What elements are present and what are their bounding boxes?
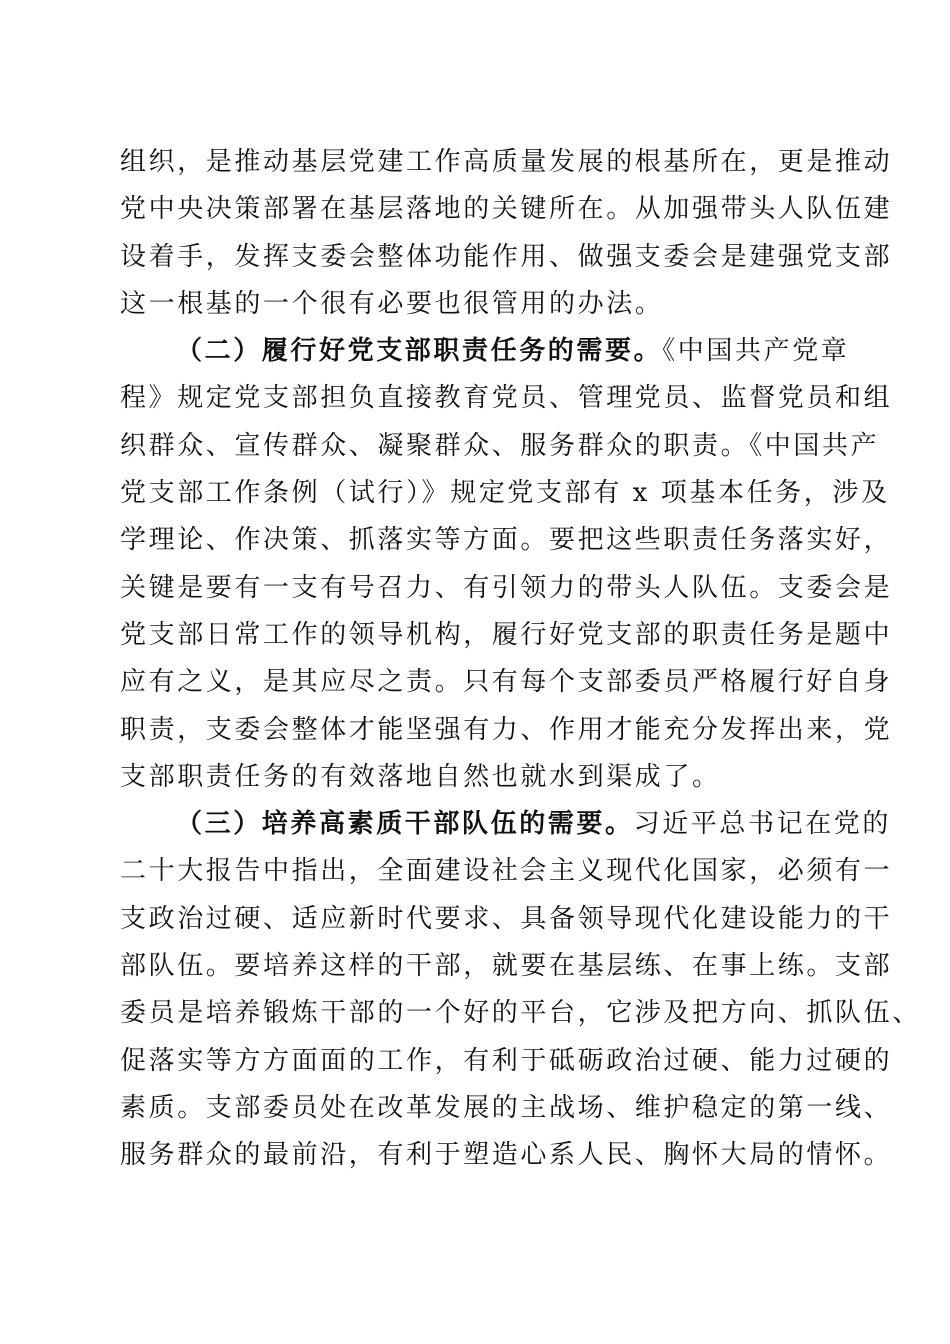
paragraph-1 (120, 139, 893, 328)
paragraph-2 (120, 328, 893, 801)
paragraph-line: 支政治过硬、适应新时代要求、具备领导现代化建设能力的干 (120, 903, 893, 934)
section-heading-3: （三）培养高素质干部队伍的需要。 (176, 809, 634, 840)
paragraph-line: 这一根基的一个很有必要也很管用的办法。 (120, 288, 664, 319)
paragraph-line: 程》规定党支部担负直接教育党员、管理党员、监督党员和组 (120, 383, 893, 414)
paragraph-line: 织群众、宣传群众、凝聚群众、服务群众的职责。《中国共产 (120, 430, 880, 461)
paragraph-line: 党支部日常工作的领导机构，履行好党支部的职责任务是题中 (120, 619, 893, 650)
paragraph-line: 职责，支委会整体才能坚强有力、作用才能充分发挥出来，党 (120, 714, 893, 745)
paragraph-first-line (120, 328, 850, 375)
paragraph-line: 组织，是推动基层党建工作高质量发展的根基所在，更是推动 (120, 147, 893, 177)
paragraph-3 (120, 801, 921, 1179)
paragraph-line: 关键是要有一支有号召力、有引领力的带头人队伍。支委会是 (120, 572, 893, 603)
paragraph-line: 素质。支部委员处在改革发展的主战场、维护稳定的第一线、 (120, 1092, 893, 1123)
paragraph-line: 党支部工作条例（试行）》规定党支部有 x 项基本任务，涉及 (120, 478, 890, 509)
paragraph-first-line (120, 801, 892, 848)
paragraph-line: 二十大报告中指出，全面建设社会主义现代化国家，必须有一 (120, 856, 893, 887)
paragraph-line: 委员是培养锻炼干部的一个好的平台，它涉及把方向、抓队伍、 (120, 998, 921, 1029)
paragraph-line: 服务群众的最前沿，有利于塑造心系人民、胸怀大局的情怀。 (120, 1140, 893, 1171)
document-body (120, 139, 921, 1180)
paragraph-text: 《中国共产党章 (662, 336, 850, 367)
paragraph-line: 促落实等方方面面的工作，有利于砥砺政治过硬、能力过硬的 (120, 1045, 893, 1076)
paragraph-text: 习近平总书记在党的 (633, 809, 892, 840)
section-heading-2: （二）履行好党支部职责任务的需要。 (176, 336, 663, 367)
paragraph-line: 部队伍。要培养这样的干部，就要在基层练、在事上练。支部 (120, 951, 893, 982)
paragraph-line: 党中央决策部署在基层落地的关键所在。从加强带头人队伍建 (120, 194, 893, 225)
paragraph-line: 支部职责任务的有效落地自然也就水到渠成了。 (120, 761, 721, 792)
paragraph-line: 设着手，发挥支委会整体功能作用、做强支委会是建强党支部 (120, 241, 893, 272)
paragraph-line: 学理论、作决策、抓落实等方面。要把这些职责任务落实好， (120, 525, 893, 556)
paragraph-line: 应有之义，是其应尽之责。只有每个支部委员严格履行好自身 (120, 667, 893, 698)
